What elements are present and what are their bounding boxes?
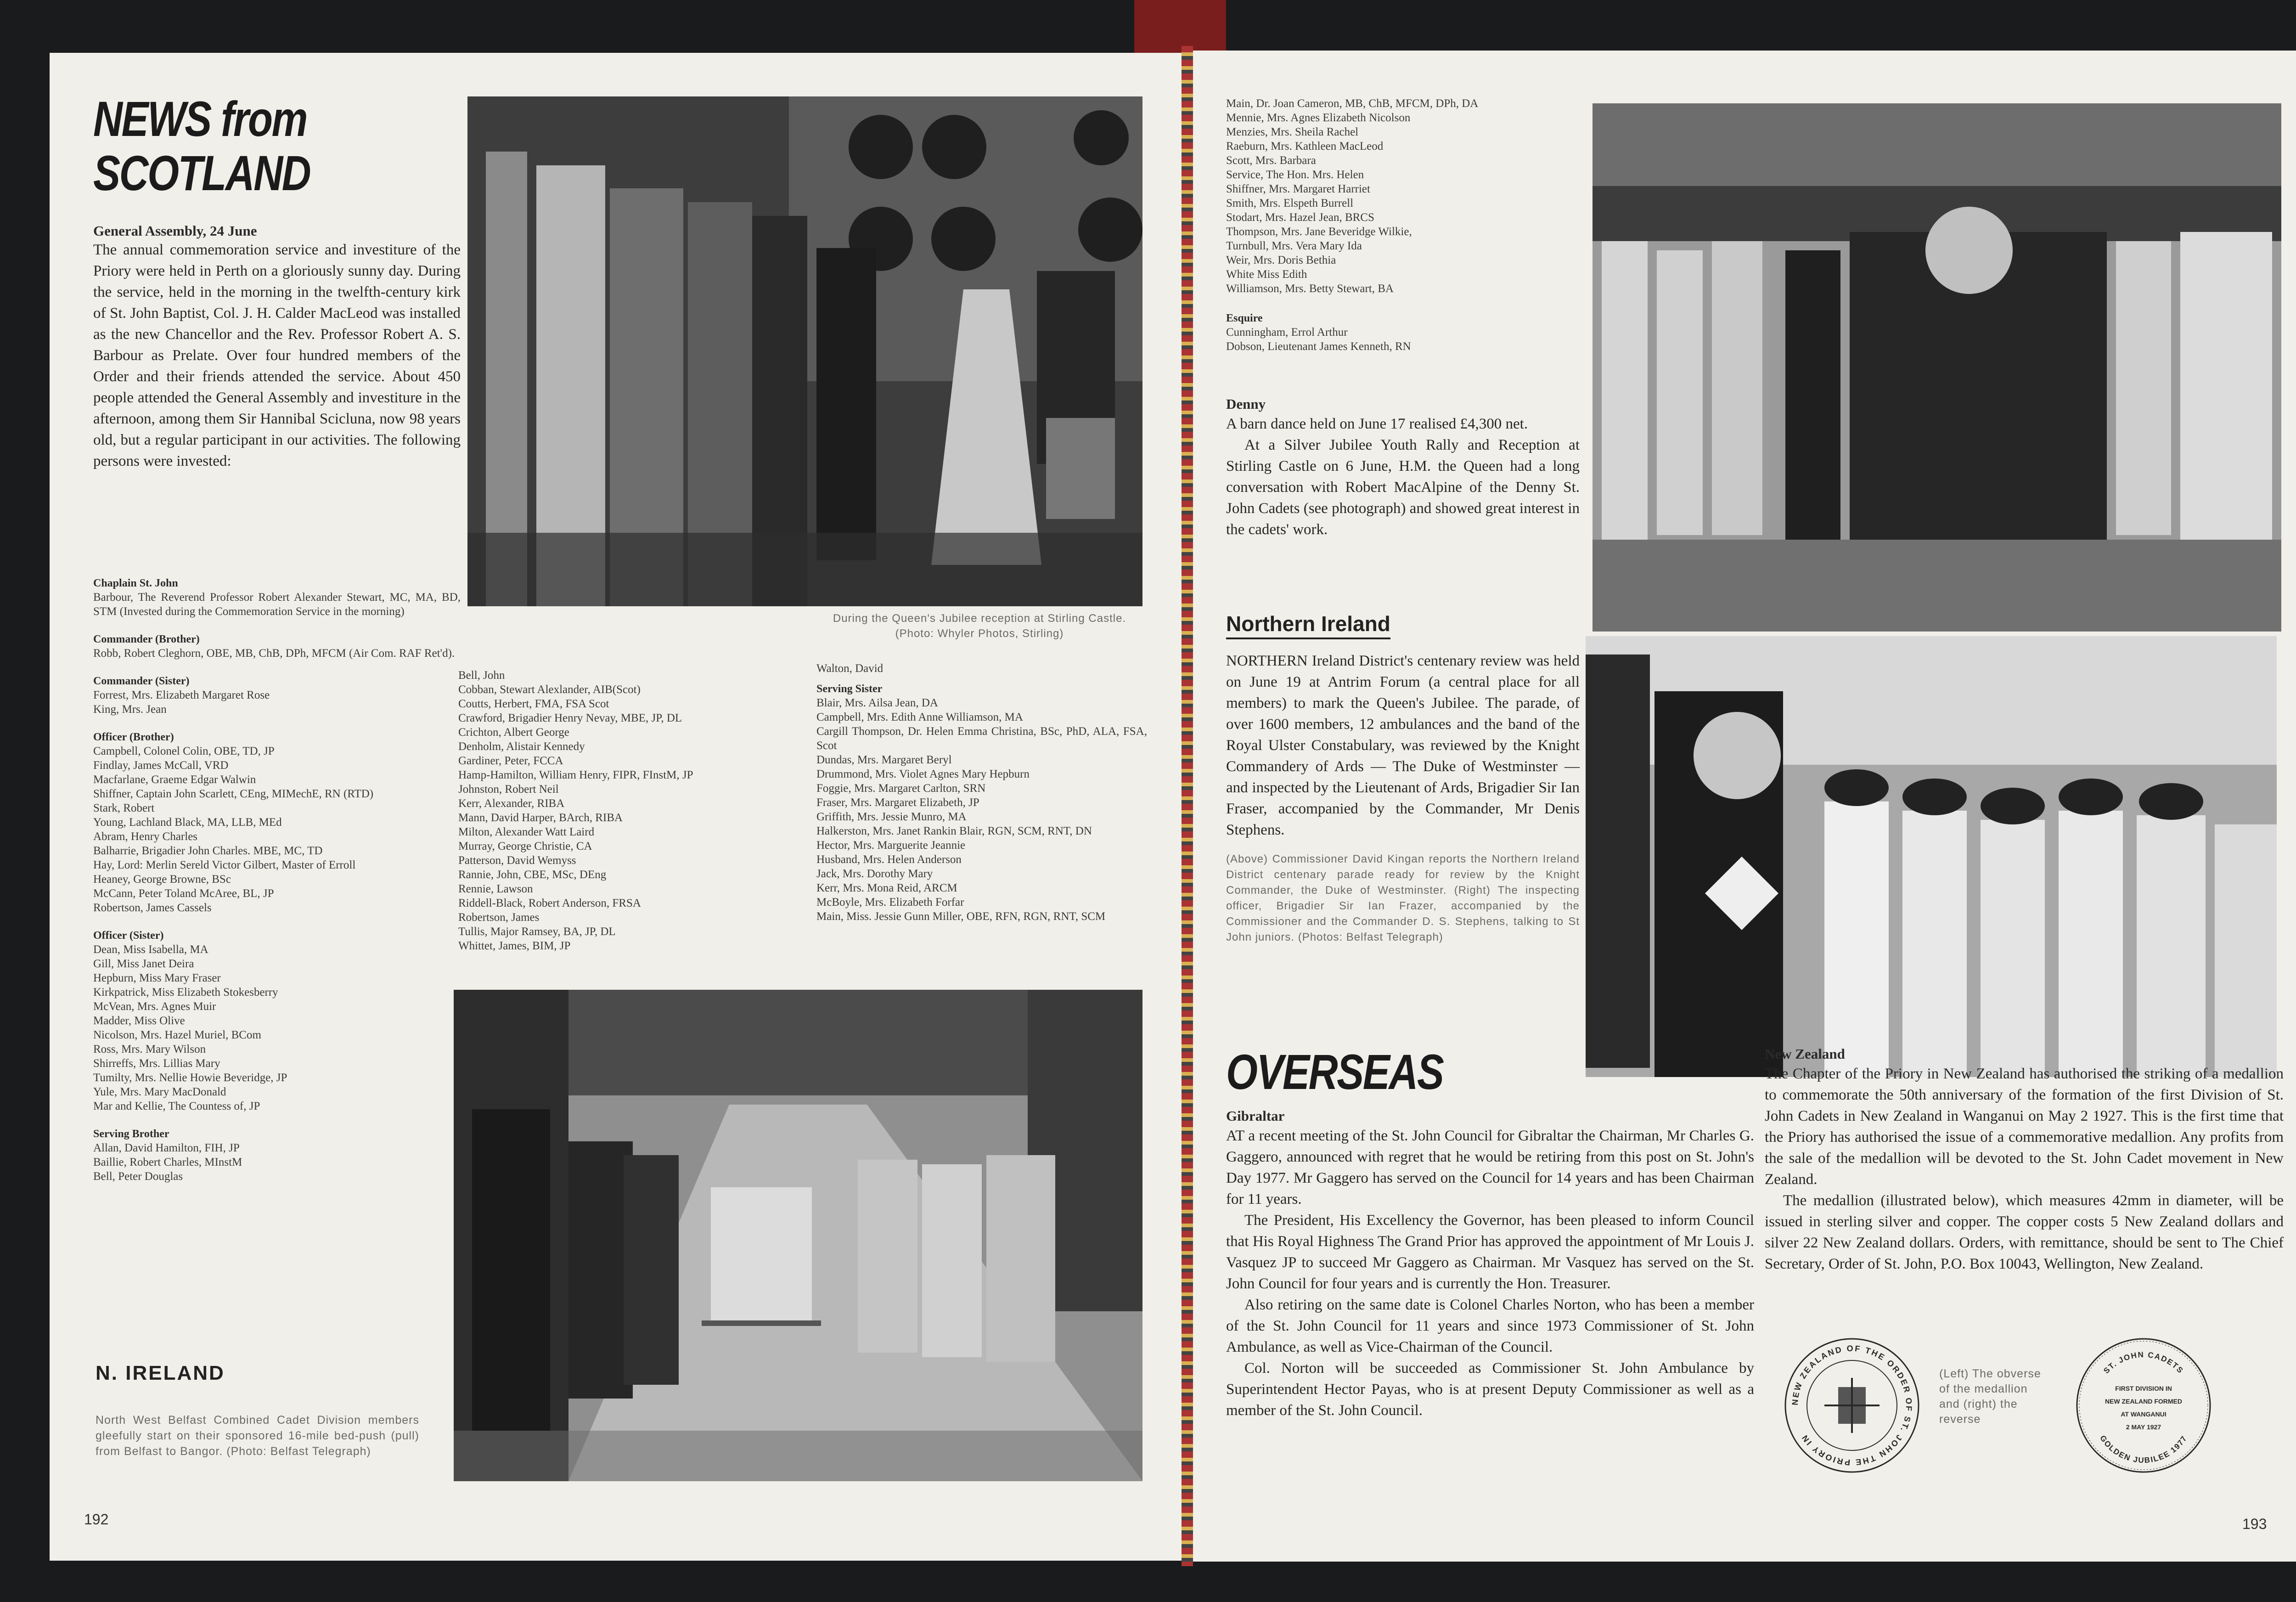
list-item: White Miss Edith <box>1226 268 1307 281</box>
jubilee-reception-photo <box>467 96 1142 606</box>
invested-list-col2 <box>458 668 798 953</box>
denny-article <box>1226 395 1580 540</box>
list-item: Robertson, James Cassels <box>93 902 212 914</box>
list-item: Mar and Kellie, The Countess of, JP <box>93 1100 260 1112</box>
esquire-heading: Esquire <box>1226 312 1263 324</box>
bed-push-photo <box>454 990 1142 1481</box>
cmd-brother-heading: Commander (Brother) <box>93 633 200 645</box>
left-page <box>50 53 1182 1561</box>
list-item: Madder, Miss Olive <box>93 1015 185 1027</box>
list-item: King, Mrs. Jean <box>93 703 167 716</box>
list-item: Findlay, James McCall, VRD <box>93 759 229 772</box>
list-item: Smith, Mrs. Elspeth Burrell <box>1226 197 1354 209</box>
list-item: Bell, Peter Douglas <box>93 1170 183 1183</box>
list-item: Campbell, Mrs. Edith Anne Williamson, MA <box>816 711 1023 723</box>
list-item: Fraser, Mrs. Margaret Elizabeth, JP <box>816 796 979 809</box>
list-item: Raeburn, Mrs. Kathleen MacLeod <box>1226 140 1384 152</box>
chaplain-text: Barbour, The Reverend Professor Robert Alexander Stewart, MC, MA, BD, STM (Invested during the Commemoration Service in the morning) <box>93 591 461 618</box>
northern-ireland-heading: Northern Ireland <box>1226 611 1390 639</box>
list-item: Johnston, Robert Neil <box>458 783 559 795</box>
northern-ireland-caption: (Above) Commissioner David Kingan reports the Northern Ireland District centenary parade ready for review by the Knight Commander, the Duke of Westminster. (Right) The inspecting officer, Brigadier Sir Ian Frazer, accompanied by the Commissioner and the Commander D. S. Stephens, talking to St John juniors. (Photos: Belfast Telegraph) <box>1226 853 1580 943</box>
list-item: Nicolson, Mrs. Hazel Muriel, BCom <box>93 1029 261 1041</box>
list-item: Mennie, Mrs. Agnes Elizabeth Nicolson <box>1226 112 1411 124</box>
list-item: Service, The Hon. Mrs. Helen <box>1226 169 1364 181</box>
cmd-sister-heading: Commander (Sister) <box>93 675 190 687</box>
gibraltar-p4: Col. Norton will be succeeded as Commissioner St. John Ambulance by Superintendent Hector Payas, who is at present Deputy Commissioner as well as a member of the St. John Council. <box>1226 1360 1754 1419</box>
chaplain-heading: Chaplain St. John <box>93 577 178 589</box>
off-brother-heading: Officer (Brother) <box>93 731 174 743</box>
medallion-reverse <box>2075 1337 2212 1474</box>
list-item: Shiffner, Captain John Scarlett, CEng, MIMechE, RN (RTD) <box>93 788 374 800</box>
list-item: Cargill Thompson, Dr. Helen Emma Christina, BSc, PhD, ALA, FSA, Scot <box>816 725 1147 752</box>
list-item: Main, Dr. Joan Cameron, MB, ChB, MFCM, DPh, DA <box>1226 97 1479 110</box>
list-item: Walton, David <box>816 662 884 675</box>
list-item: Balharrie, Brigadier John Charles. MBE, MC, TD <box>93 845 323 857</box>
page-number: 193 <box>2242 1516 2267 1532</box>
list-item: Patterson, David Wemyss <box>458 854 576 867</box>
list-item: Hamp-Hamilton, William Henry, FIPR, FInstM, JP <box>458 769 693 781</box>
list-item: Shiffner, Mrs. Margaret Harriet <box>1226 183 1370 195</box>
page-number: 192 <box>84 1511 109 1528</box>
denny-p1: A barn dance held on June 17 realised £4,300 net. <box>1226 416 1528 432</box>
off-sister-heading: Officer (Sister) <box>93 930 164 942</box>
list-item: Gill, Miss Janet Deira <box>93 958 194 970</box>
list-item: Jack, Mrs. Dorothy Mary <box>816 868 933 880</box>
medallion-reverse-bottom: GOLDEN JUBILEE 1977 <box>2098 1433 2189 1465</box>
cmd-brother-text: Robb, Robert Cleghorn, OBE, MB, ChB, DPh, MFCM (Air Com. RAF Ret'd). <box>93 647 455 660</box>
list-item: Thompson, Mrs. Jane Beveridge Wilkie, <box>1226 226 1412 238</box>
serving-sister-heading: Serving Sister <box>816 683 883 695</box>
gibraltar-heading: Gibraltar <box>1226 1108 1285 1124</box>
list-item: Hepburn, Miss Mary Fraser <box>93 972 221 984</box>
headline-line-2: SCOTLAND <box>93 145 310 201</box>
list-item: Halkerston, Mrs. Janet Rankin Blair, RGN, SCM, RNT, DN <box>816 825 1092 837</box>
northern-ireland-article <box>1226 611 1580 945</box>
gibraltar-p2: The President, His Excellency the Governor, has been pleased to inform Council that His Royal Highness The Grand Prior has approved the appointment of Mr Louis J. Vasquez JP to succeed Mr Gaggero as Chairman. Mr Vasquez has served on the St. John Council for four years and is currently the Hon. Treasurer. <box>1226 1212 1754 1292</box>
list-item: Shirreffs, Mrs. Lillias Mary <box>93 1057 220 1070</box>
list-item: Kerr, Mrs. Mona Reid, ARCM <box>816 882 957 894</box>
list-item: Allan, David Hamilton, FIH, JP <box>93 1142 240 1154</box>
parade-review-photo <box>1593 103 2281 632</box>
list-item: Coutts, Herbert, FMA, FSA Scot <box>458 698 609 710</box>
northern-ireland-text: NORTHERN Ireland District's centenary review was held on June 19 at Antrim Forum (a central place for all members) to mark the Queen's Jubilee. The parade, of over 1600 members, 12 ambulances and the band of the Royal Ulster Constabulary, was reviewed by the Knight Commandery of Ards — The Duke of Westminster — and inspected by the Lieutenant of Ards, Brigadier Sir Ian Fraser, accompanied by the Commander, Mr Denis Stephens. <box>1226 653 1580 838</box>
invested-list-col1 <box>93 576 461 1184</box>
list-item: Stodart, Mrs. Hazel Jean, BRCS <box>1226 211 1374 224</box>
denny-heading: Denny <box>1226 396 1266 412</box>
medallion-ring-text: NEW ZEALAND OF THE ORDER OF ST. JOHN THE PRIORY IN <box>1790 1343 1914 1467</box>
list-item: Heaney, George Browne, BSc <box>93 873 231 886</box>
list-item: Dean, Miss Isabella, MA <box>93 943 208 956</box>
headline <box>93 92 378 200</box>
serving-sister-continued <box>1226 96 1557 354</box>
svg-text:ST. JOHN CADETS <box>2102 1350 2185 1376</box>
overseas-heading: OVERSEAS <box>1226 1044 1443 1100</box>
medallion-caption: (Left) The obverse of the medallion and (right) the reverse <box>1939 1367 2041 1426</box>
headline-line-1: NEWS from <box>93 91 307 147</box>
list-item: Stark, Robert <box>93 802 155 814</box>
list-item: Dundas, Mrs. Margaret Beryl <box>816 754 952 766</box>
juniors-inspection-photo <box>1586 636 2277 1077</box>
gibraltar-p3: Also retiring on the same date is Colonel Charles Norton, who has been a member of the St. John Council for 11 years and since 1973 Commissioner of St. John Ambulance, as well as Vice-Chairman of the Council. <box>1226 1297 1754 1355</box>
list-item: Hay, Lord: Merlin Sereld Victor Gilbert, Master of Erroll <box>93 859 356 871</box>
medallion-obverse <box>1783 1337 1921 1474</box>
jubilee-photo-caption: During the Queen's Jubilee reception at Stirling Castle. (Photo: Whyler Photos, Stirling) <box>833 612 1126 640</box>
list-item: Whittet, James, BIM, JP <box>458 940 571 952</box>
serving-brother-heading: Serving Brother <box>93 1128 169 1140</box>
list-item: Yule, Mrs. Mary MacDonald <box>93 1086 226 1098</box>
denny-p2: At a Silver Jubilee Youth Rally and Reception at Stirling Castle on 6 June, H.M. the Queen had a long conversation with Robert MacAlpine of the Denny St. John Cadets (see photograph) and showed great interest in the cadets' work. <box>1226 437 1580 538</box>
list-item: Ross, Mrs. Mary Wilson <box>93 1043 206 1055</box>
list-item: Turnbull, Mrs. Vera Mary Ida <box>1226 240 1362 252</box>
list-item: Hector, Mrs. Marguerite Jeannie <box>816 839 966 852</box>
binding-top <box>1134 0 1226 55</box>
new-zealand-article <box>1765 1045 2284 1275</box>
list-item: Denholm, Alistair Kennedy <box>458 740 585 753</box>
list-item: Cunningham, Errol Arthur <box>1226 326 1348 338</box>
list-item: McVean, Mrs. Agnes Muir <box>93 1000 216 1013</box>
list-item: Tumilty, Mrs. Nellie Howie Beveridge, JP <box>93 1072 287 1084</box>
svg-text:GOLDEN JUBILEE 1977 <box>2098 1434 2189 1465</box>
list-item: Murray, George Christie, CA <box>458 840 592 852</box>
list-item: Gardiner, Peter, FCCA <box>458 755 563 767</box>
assembly-heading: General Assembly, 24 June <box>93 223 257 239</box>
binding-spine <box>1182 46 1193 1566</box>
list-item: Main, Miss. Jessie Gunn Miller, OBE, RFN, RGN, RNT, SCM <box>816 910 1106 923</box>
right-page <box>1193 51 2296 1562</box>
list-item: Macfarlane, Graeme Edgar Walwin <box>93 773 256 786</box>
list-item: Williamson, Mrs. Betty Stewart, BA <box>1226 282 1394 295</box>
list-item: Mann, David Harper, BArch, RIBA <box>458 812 623 824</box>
list-item: Tullis, Major Ramsey, BA, JP, DL <box>458 925 616 938</box>
list-item: Abram, Henry Charles <box>93 830 198 843</box>
medallion-reverse-top: ST. JOHN CADETS <box>2102 1350 2185 1376</box>
list-item: Bell, John <box>458 669 505 682</box>
medallion-reverse-line: FIRST DIVISION IN <box>2115 1385 2172 1392</box>
list-item: Dobson, Lieutenant James Kenneth, RN <box>1226 340 1411 353</box>
list-item: Kirkpatrick, Miss Elizabeth Stokesberry <box>93 986 278 998</box>
new-zealand-p2: The medallion (illustrated below), which measures 42mm in diameter, will be issued in sterling silver and copper. The copper costs 5 New Zealand dollars and silver 22 New Zealand dollars. Orders, with remittance, should be sent to The Chief Secretary, Order of St. John, P.O. Box 10043, Wellington, New Zealand. <box>1765 1192 2284 1272</box>
list-item: Crichton, Albert George <box>458 726 569 739</box>
list-item: Drummond, Mrs. Violet Agnes Mary Hepburn <box>816 768 1030 780</box>
list-item: Milton, Alexander Watt Laird <box>458 826 595 838</box>
list-item: Scott, Mrs. Barbara <box>1226 154 1316 167</box>
list-item: Crawford, Brigadier Henry Nevay, MBE, JP, DL <box>458 712 682 724</box>
medallion-reverse-line: NEW ZEALAND FORMED <box>2105 1398 2182 1405</box>
list-item: Menzies, Mrs. Sheila Rachel <box>1226 126 1359 138</box>
list-item: Weir, Mrs. Doris Bethia <box>1226 254 1336 266</box>
new-zealand-heading: New Zealand <box>1765 1046 1845 1062</box>
nireland-heading: N. IRELAND <box>96 1362 225 1384</box>
assembly-article <box>93 223 461 472</box>
list-item: Rannie, John, CBE, MSc, DEng <box>458 869 607 881</box>
medallion-reverse-line: 2 MAY 1927 <box>2126 1423 2161 1431</box>
gibraltar-article <box>1226 1107 1754 1421</box>
list-item: Robertson, James <box>458 911 540 924</box>
gibraltar-p1: AT a recent meeting of the St. John Council for Gibraltar the Chairman, Mr Charles G. Gaggero, announced with regret that he would be retiring from this post on St. John's Day 1977. Mr Gaggero has served on the Council for 14 years and has been Chairman for 11 years. <box>1226 1128 1754 1207</box>
list-item: Kerr, Alexander, RIBA <box>458 797 565 810</box>
list-item: Campbell, Colonel Colin, OBE, TD, JP <box>93 745 275 757</box>
list-item: Forrest, Mrs. Elizabeth Margaret Rose <box>93 689 270 701</box>
list-item: Young, Lachland Black, MA, LLB, MEd <box>93 816 282 829</box>
bed-push-caption: North West Belfast Combined Cadet Division members gleefully start on their sponsored 16-mile bed-push (pull) from Belfast to Bangor. (Photo: Belfast Telegraph) <box>96 1414 419 1458</box>
list-item: Cobban, Stewart Alexlander, AIB(Scot) <box>458 683 641 696</box>
list-item: McBoyle, Mrs. Elizabeth Forfar <box>816 896 964 908</box>
new-zealand-p1: The Chapter of the Priory in New Zealand has authorised the striking of a medallion to commemorate the 50th anniversary of the formation of the first Division of St. John Cadets in New Zealand in Wanganui on May 2 1927. This is the first time that the Priory has authorised the issue of a commemorative medallion. Any profits from the sale of the medallion will be devoted to the St. John Cadet movement in New Zealand. <box>1765 1066 2284 1188</box>
list-item: Husband, Mrs. Helen Anderson <box>816 853 962 866</box>
list-item: Rennie, Lawson <box>458 883 533 895</box>
list-item: Baillie, Robert Charles, MInstM <box>93 1156 242 1168</box>
assembly-text: The annual commemoration service and investiture of the Priory were held in Perth on a gloriously sunny day. During the service, held in the morning in the twelfth-century kirk of St. John Baptist, Col. J. H. Calder MacLeod was installed as the new Chancellor and the Rev. Professor Robert A. S. Barbour as Prelate. Over four hundred members of the Order and their friends attended the service. About 450 people attended the General Assembly and investiture in the afternoon, among them Sir Hannibal Scicluna, now 98 years old, but a regular participant in our activities. The following persons were invested: <box>93 242 461 469</box>
list-item: Blair, Mrs. Ailsa Jean, DA <box>816 697 938 709</box>
list-item: Foggie, Mrs. Margaret Carlton, SRN <box>816 782 986 795</box>
medallion-reverse-line: AT WANGANUI <box>2121 1410 2167 1418</box>
list-item: Riddell-Black, Robert Anderson, FRSA <box>458 897 641 909</box>
list-item: McCann, Peter Toland McAree, BL, JP <box>93 887 274 900</box>
invested-list-col3 <box>816 661 1147 924</box>
list-item: Griffith, Mrs. Jessie Munro, MA <box>816 811 967 823</box>
